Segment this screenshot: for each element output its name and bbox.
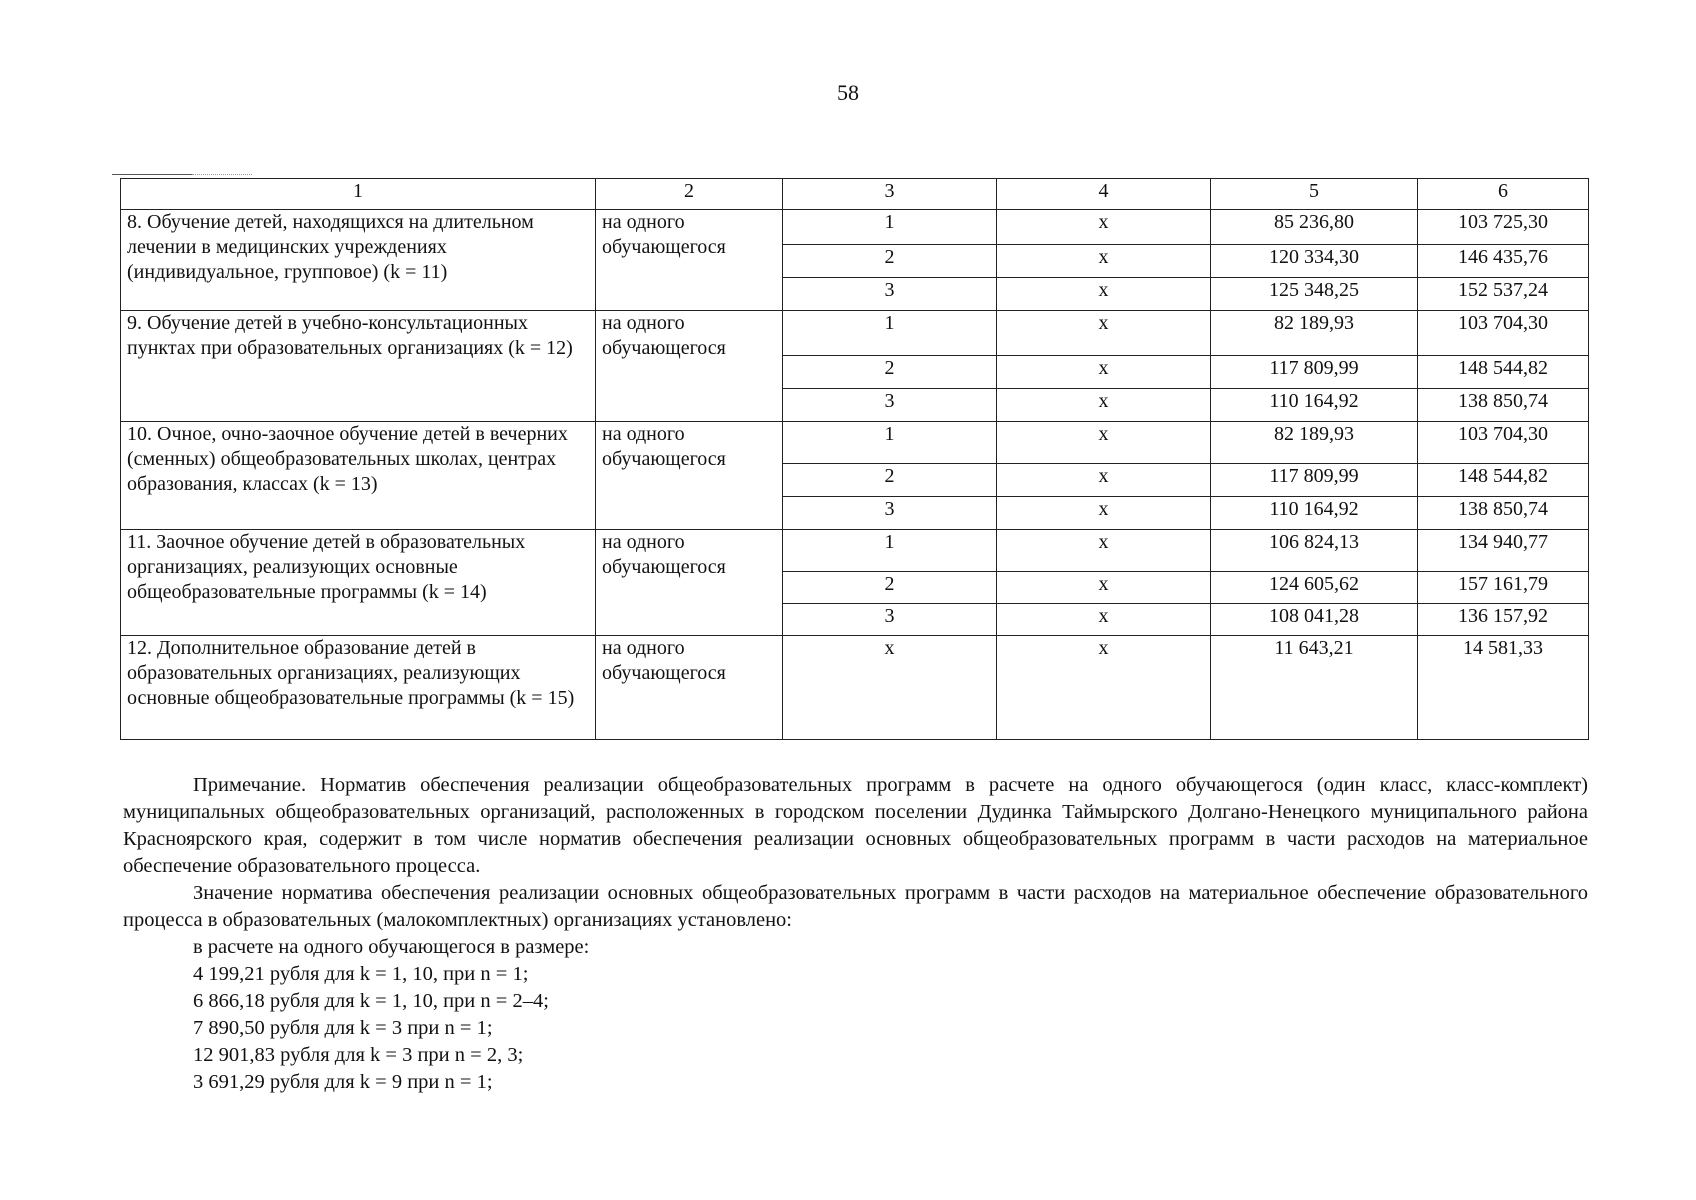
row-unit: на одного обучающегося xyxy=(596,311,783,422)
cell-col3: х xyxy=(783,636,997,740)
note-line: 4 199,21 рубля для k = 1, 10, при n = 1; xyxy=(193,963,529,985)
note-paragraph: Значение норматива обеспечения реализации основных общеобразовательных программ в части расходов на материальное обеспечение образовательного процесса в образовательных (малокомплектных) организациях установлено: xyxy=(123,882,1588,931)
cell-col4: х xyxy=(997,210,1211,245)
cell-col5: 110 164,92 xyxy=(1211,497,1418,530)
row-name: 9. Обучение детей в учебно-консультационных пунктах при образовательных организациях (k = 12) xyxy=(121,311,596,422)
row-name: 10. Очное, очно-заочное обучение детей в вечерних (сменных) общеобразовательных школах, центрах образования, классах (k = 13) xyxy=(121,422,596,530)
table-row xyxy=(121,636,1589,740)
table-header-row xyxy=(121,179,1589,210)
cell-col3: 2 xyxy=(783,245,997,278)
cell-col4: х xyxy=(997,422,1211,464)
note-line: 7 890,50 рубля для k = 3 при n = 1; xyxy=(193,1017,493,1039)
cell-col4: х xyxy=(997,464,1211,497)
cell-col4: х xyxy=(997,530,1211,572)
cell-col5: 124 605,62 xyxy=(1211,572,1418,604)
cell-col3: 2 xyxy=(783,572,997,604)
note-block xyxy=(123,772,1588,1096)
note-line: 3 691,29 рубля для k = 9 при n = 1; xyxy=(193,1071,493,1093)
cell-col6: 146 435,76 xyxy=(1418,245,1589,278)
cell-col5: 110 164,92 xyxy=(1211,389,1418,422)
cell-col6: 138 850,74 xyxy=(1418,389,1589,422)
cell-col5: 11 643,21 xyxy=(1211,636,1418,740)
cell-col4: х xyxy=(997,245,1211,278)
table-row xyxy=(121,210,1589,245)
row-name: 8. Обучение детей, находящихся на длительном лечении в медицинских учреждениях (индивидуальное, групповое) (k = 11) xyxy=(121,210,596,311)
cell-col3: 1 xyxy=(783,210,997,245)
cell-col5: 125 348,25 xyxy=(1211,278,1418,311)
cell-col6: 103 725,30 xyxy=(1418,210,1589,245)
cell-col3: 3 xyxy=(783,389,997,422)
scan-mark-dotted xyxy=(192,174,252,176)
note-line: в расчете на одного обучающегося в размере: xyxy=(193,936,590,958)
cell-col3: 1 xyxy=(783,530,997,572)
cell-col3: 2 xyxy=(783,464,997,497)
header-cell: 1 xyxy=(121,179,596,210)
header-cell: 6 xyxy=(1418,179,1589,210)
cell-col6: 152 537,24 xyxy=(1418,278,1589,311)
cell-col6: 136 157,92 xyxy=(1418,604,1589,636)
cell-col3: 3 xyxy=(783,278,997,311)
cell-col6: 134 940,77 xyxy=(1418,530,1589,572)
row-unit: на одного обучающегося xyxy=(596,636,783,740)
cell-col6: 103 704,30 xyxy=(1418,311,1589,356)
header-cell: 2 xyxy=(596,179,783,210)
cell-col5: 108 041,28 xyxy=(1211,604,1418,636)
cell-col4: х xyxy=(997,497,1211,530)
cell-col3: 3 xyxy=(783,604,997,636)
cell-col3: 1 xyxy=(783,311,997,356)
note-line: 12 901,83 рубля для k = 3 при n = 2, 3; xyxy=(193,1044,524,1066)
cell-col5: 117 809,99 xyxy=(1211,356,1418,389)
row-name: 11. Заочное обучение детей в образовательных организациях, реализующих основные общеобразовательные программы (k = 14) xyxy=(121,530,596,636)
norms-table xyxy=(120,178,1589,740)
cell-col4: х xyxy=(997,389,1211,422)
cell-col6: 148 544,82 xyxy=(1418,356,1589,389)
cell-col4: х xyxy=(997,636,1211,740)
table-row xyxy=(121,311,1589,356)
scan-mark-line xyxy=(112,174,192,175)
header-cell: 5 xyxy=(1211,179,1418,210)
cell-col3: 3 xyxy=(783,497,997,530)
cell-col4: х xyxy=(997,604,1211,636)
cell-col4: х xyxy=(997,356,1211,389)
cell-col3: 1 xyxy=(783,422,997,464)
cell-col5: 82 189,93 xyxy=(1211,422,1418,464)
table-row xyxy=(121,530,1589,572)
cell-col6: 138 850,74 xyxy=(1418,497,1589,530)
cell-col5: 120 334,30 xyxy=(1211,245,1418,278)
cell-col5: 106 824,13 xyxy=(1211,530,1418,572)
cell-col4: х xyxy=(997,311,1211,356)
cell-col4: х xyxy=(997,278,1211,311)
row-unit: на одного обучающегося xyxy=(596,530,783,636)
cell-col3: 2 xyxy=(783,356,997,389)
cell-col6: 14 581,33 xyxy=(1418,636,1589,740)
note-line: 6 866,18 рубля для k = 1, 10, при n = 2–4; xyxy=(193,990,549,1012)
cell-col5: 82 189,93 xyxy=(1211,311,1418,356)
header-cell: 4 xyxy=(997,179,1211,210)
row-name: 12. Дополнительное образование детей в образовательных организациях, реализующих основные общеобразовательные программы (k = 15) xyxy=(121,636,596,740)
page-number: 58 xyxy=(837,80,859,105)
cell-col4: х xyxy=(997,572,1211,604)
note-paragraph: Примечание. Норматив обеспечения реализации общеобразовательных программ в расчете на одного обучающегося (один класс, класс-комплект) муниципальных общеобразовательных организаций, расположенных в городском поселении Дудинка Таймырского Долгано-Ненецкого муниципального района Красноярского края, содержит в том числе норматив обеспечения реализации основных общеобразовательных программ в части расходов на материальное обеспечение образовательного процесса. xyxy=(123,774,1588,877)
cell-col5: 117 809,99 xyxy=(1211,464,1418,497)
cell-col6: 148 544,82 xyxy=(1418,464,1589,497)
table-row xyxy=(121,422,1589,464)
row-unit: на одного обучающегося xyxy=(596,422,783,530)
header-cell: 3 xyxy=(783,179,997,210)
cell-col6: 103 704,30 xyxy=(1418,422,1589,464)
cell-col6: 157 161,79 xyxy=(1418,572,1589,604)
cell-col5: 85 236,80 xyxy=(1211,210,1418,245)
row-unit: на одного обучающегося xyxy=(596,210,783,311)
